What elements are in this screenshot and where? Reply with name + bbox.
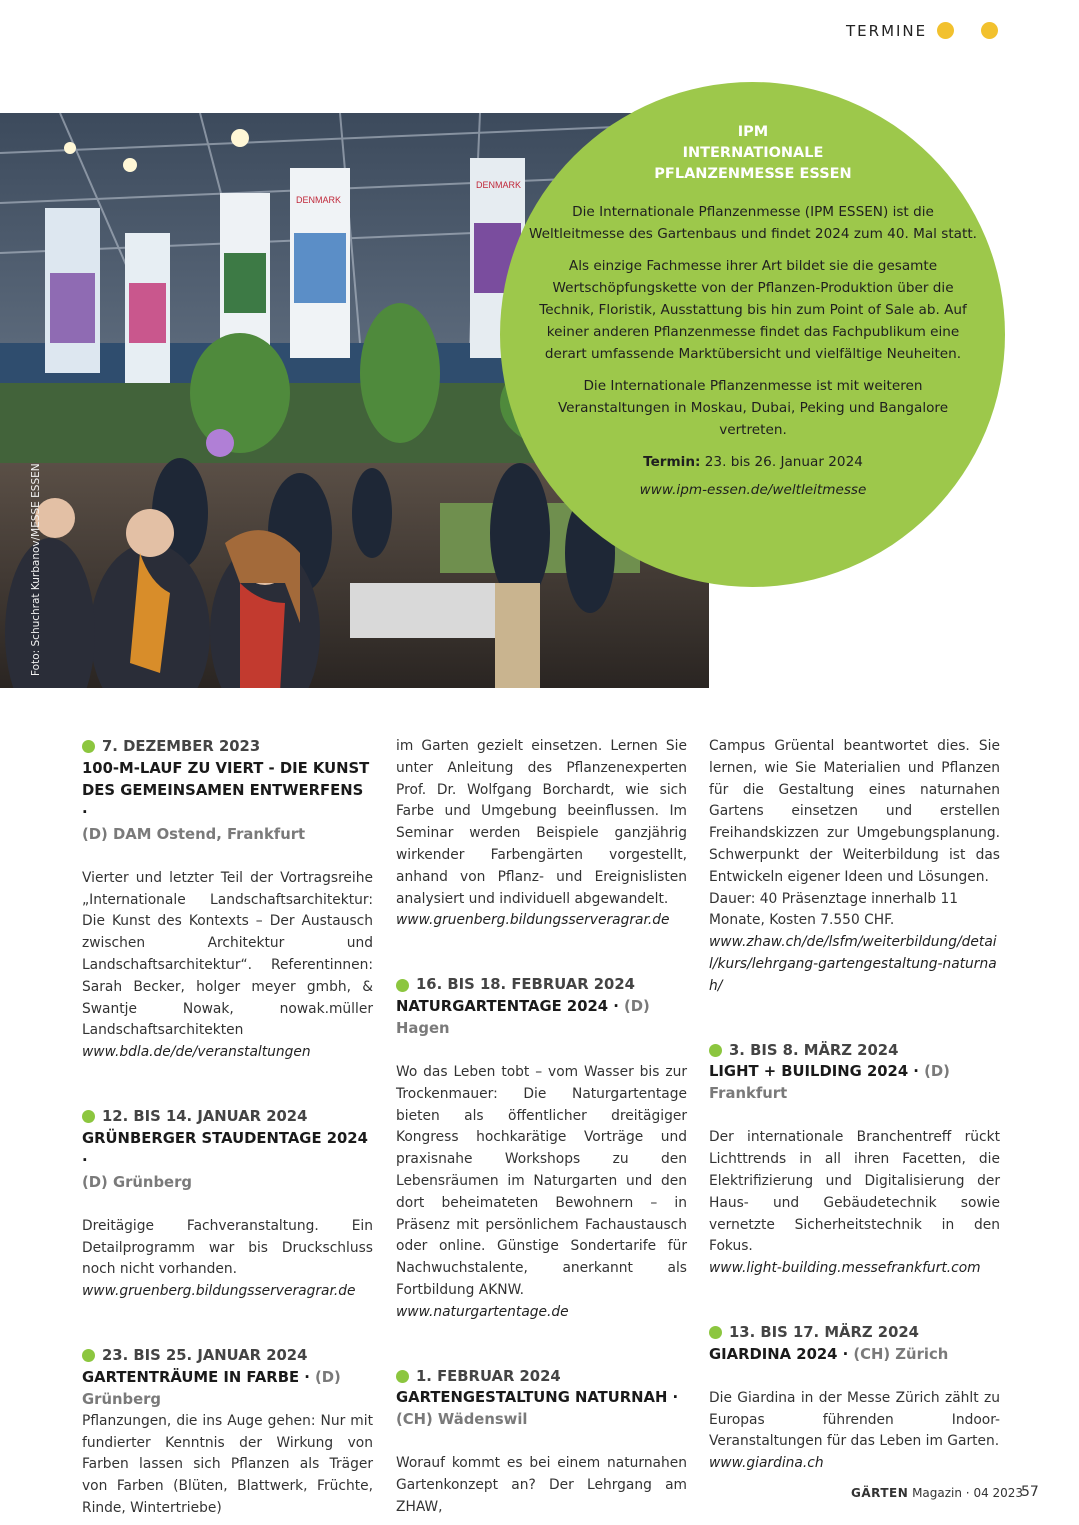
event-date [82, 736, 373, 758]
feature-title [528, 122, 978, 185]
event-title-text: GARTENTRÄUME IN FARBE · [82, 1368, 310, 1386]
event-body: Dreitägige Fachveranstaltung. Ein Detailprogramm war bis Druckschluss noch nicht vorhanden. [82, 1217, 373, 1278]
footer-magazine [851, 1486, 1023, 1500]
feature-paragraph: Die Internationale Pflanzenmesse ist mit weiteren Veranstaltungen in Moskau, Dubai, Peking und Bangalore vertreten. [557, 378, 949, 438]
event-place: (D) Grünberg [82, 1173, 192, 1191]
event-title [709, 1344, 1000, 1366]
event-date-text: 7. DEZEMBER 2023 [102, 738, 261, 755]
event-link[interactable]: www.gruenberg.bildungsserveragrar.de [82, 1283, 356, 1300]
event-date [82, 1345, 373, 1367]
accent-dot [981, 22, 998, 39]
banner-text: DENMARK [476, 180, 522, 190]
event-date [396, 974, 687, 996]
event-date-text: 23. BIS 25. JANUAR 2024 [102, 1346, 308, 1364]
event-body: Vierter und letzter Teil der Vortragsreihe „Internationale Landschaftsarchitektur: Die Kunst des Kontexts – Der Austausch zwischen Architektur und Landschaftsarchitektur“. Referentinnen: Sarah Becker, holger meyer gmbh, & Swantje Nowak, nowak.müller Landschaftsarchitekten [82, 869, 373, 1039]
event-title-text: LIGHT + BUILDING 2024 · [709, 1063, 919, 1081]
event-date-text: 16. BIS 18. FEBRUAR 2024 [416, 976, 635, 994]
feature-date [528, 451, 978, 473]
feature-box [528, 122, 978, 501]
event-body: Worauf kommt es bei einem naturnahen Gartenkonzept an? Der Lehrgang am ZHAW, [396, 1455, 687, 1515]
spacer [709, 1280, 1000, 1322]
event-place-inline: (D) [618, 997, 650, 1015]
event-date [396, 1366, 687, 1388]
event-place-inline: (CH) Zürich [848, 1345, 949, 1363]
event-link[interactable]: www.naturgartentage.de [396, 1303, 569, 1320]
footer-issue: Magazin · 04 2023 [908, 1486, 1024, 1500]
event-body: Der internationale Branchentreff rückt Lichttrends in all ihren Facetten, die Elektrifizierung und Digitalisierung der Haus- und Gebäudetechnik sowie vernetzte Sicherheitstechnik in den Fokus. [709, 1129, 1000, 1255]
event-body: Wo das Leben tobt – vom Wasser bis zur Trockenmauer: Die Naturgartentage bieten als öffentlicher dreitägiger Kongress hochkarätige Vorträge und praxisnahe Workshops zu den Lebensräumen im Naturgarten und den dort beheimateten Bewohnern – in Präsenz mit persönlichem Fachaustausch oder online. Günstige Sondertarife für Nachwuchstalente, anerkannt als Fortbildung AKNW. [396, 1063, 687, 1298]
bullet-icon [709, 1326, 722, 1339]
feature-title-line: PFLANZENMESSE ESSEN [654, 166, 852, 182]
spacer [396, 932, 687, 974]
event-place: Grünberg [82, 1390, 162, 1408]
banner-text: DENMARK [296, 195, 342, 205]
event-date-text: 12. BIS 14. JANUAR 2024 [102, 1107, 308, 1125]
event-place: (D) DAM Ostend, Frankfurt [82, 825, 306, 843]
event-body-continued: im Garten gezielt einsetzen. Lernen Sie unter Anleitung des Pflanzenexperten Prof. Dr. Wolfgang Borchardt, wie sich Farbe und Umgebung beeinflussen. Im Seminar werden Beispiele ganzjährig wirkender Farbengärten vorgestellt, anhand von Pflanz- und Ereignislisten analysiert und individuell abgewandelt. [396, 738, 687, 907]
event-date [709, 1322, 1000, 1344]
event-date-text: 1. FEBRUAR 2024 [416, 1367, 561, 1385]
event-link[interactable]: www.gruenberg.bildungsserveragrar.de [396, 912, 670, 929]
event-date-text: 3. BIS 8. MÄRZ 2024 [729, 1041, 899, 1059]
feature-paragraph: Die Internationale Pflanzenmesse (IPM ESSEN) ist die Weltleitmesse des Gartenbaus und findet 2024 zum 40. Mal statt. [528, 204, 977, 242]
feature-date-value: 23. bis 26. Januar 2024 [700, 454, 863, 470]
bullet-icon [396, 1370, 409, 1383]
event-title: 100-M-LAUF ZU VIERT - DIE KUNST DES GEMEINSAMEN ENTWERFENS · [82, 759, 370, 821]
event-title-text: NATURGARTENTAGE 2024 · [396, 997, 619, 1015]
column-3 [709, 736, 1000, 1475]
feature-link[interactable]: www.ipm-essen.de/weltleitmesse [639, 482, 867, 498]
event-title: GARTENGESTALTUNG NATURNAH · [396, 1389, 679, 1407]
event-place-inline: (D) [309, 1368, 341, 1386]
event-date [82, 1106, 373, 1128]
event-title-text: GIARDINA 2024 · [709, 1345, 849, 1363]
bullet-icon [396, 979, 409, 992]
section-label: TERMINE [846, 22, 928, 40]
event-link[interactable]: www.bdla.de/de/veranstaltungen [82, 1044, 311, 1061]
event-body: Die Giardina in der Messe Zürich zählt zu Europas führenden Indoor-Veranstaltungen für das Leben im Garten. [709, 1389, 1000, 1450]
accent-dot [937, 22, 954, 39]
bullet-icon [709, 1044, 722, 1057]
column-1 [82, 736, 373, 1520]
page-number: 57 [1021, 1484, 1039, 1500]
event-date-text: 13. BIS 17. MÄRZ 2024 [729, 1323, 919, 1341]
feature-title-line: IPM [737, 124, 769, 140]
feature-title-line: INTERNATIONALE [682, 145, 824, 161]
event-place: Frankfurt [709, 1085, 788, 1103]
event-link[interactable]: www.giardina.ch [709, 1455, 824, 1472]
spacer [396, 1324, 687, 1366]
event-body-continued: Campus Grüental beantwortet dies. Sie lernen, wie Sie Materialien und Pflanzen für die Gestaltung eines naturnahen Gartens einsetzen und erstellen Freihandskizzen zur Umgebungsplanung. Schwerpunkt der Weiterbildung ist das Entwickeln eigener Ideen und Lösungen. [709, 738, 1000, 885]
event-title [396, 996, 687, 1018]
bullet-icon [82, 1349, 95, 1362]
event-place: (CH) Wädenswil [396, 1411, 528, 1429]
event-details: Dauer: 40 Präsenztage innerhalb 11 Monate, Kosten 7.550 CHF. [709, 890, 959, 929]
spacer [82, 1303, 373, 1345]
event-title [82, 1367, 373, 1389]
spacer [709, 998, 1000, 1040]
event-place-inline: (D) [918, 1063, 950, 1081]
footer-brand: GÄRTEN [851, 1486, 909, 1500]
photo-credit: Foto: Schuchrat Kurbanov/MESSE ESSEN [30, 463, 42, 676]
feature-date-label: Termin: [643, 454, 701, 470]
event-date [709, 1040, 1000, 1062]
bullet-icon [82, 1110, 95, 1123]
event-title [709, 1061, 1000, 1083]
column-2 [396, 736, 687, 1519]
feature-paragraph: Als einzige Fachmesse ihrer Art bildet sie die gesamte Wertschöpfungskette von der Pflanzen-Produktion über die Technik, Floristik, Ausstattung bis hin zum Point of Sale ab. Auf keiner anderen Pflanzenmesse findet das Fachpublikum eine derart umfassende Marktübersicht und vielfältige Neuheiten. [539, 258, 967, 362]
spacer [82, 1064, 373, 1106]
event-link[interactable]: www.light-building.messefrankfurt.com [709, 1260, 981, 1277]
event-body: Pflanzungen, die ins Auge gehen: Nur mit fundierter Kenntnis der Wirkung von Farben lassen sich Pflanzen als Träger von Farben (Blüten, Blattwerk, Früchte, Rinde, Wintertriebe) [82, 1412, 373, 1516]
bullet-icon [82, 740, 95, 753]
event-title: GRÜNBERGER STAUDENTAGE 2024 · [82, 1129, 368, 1169]
event-link[interactable]: www.zhaw.ch/de/lsfm/weiterbildung/detail/kurs/lehrgang-gartengestaltung-naturnah/ [709, 934, 997, 994]
event-place: Hagen [396, 1019, 450, 1037]
